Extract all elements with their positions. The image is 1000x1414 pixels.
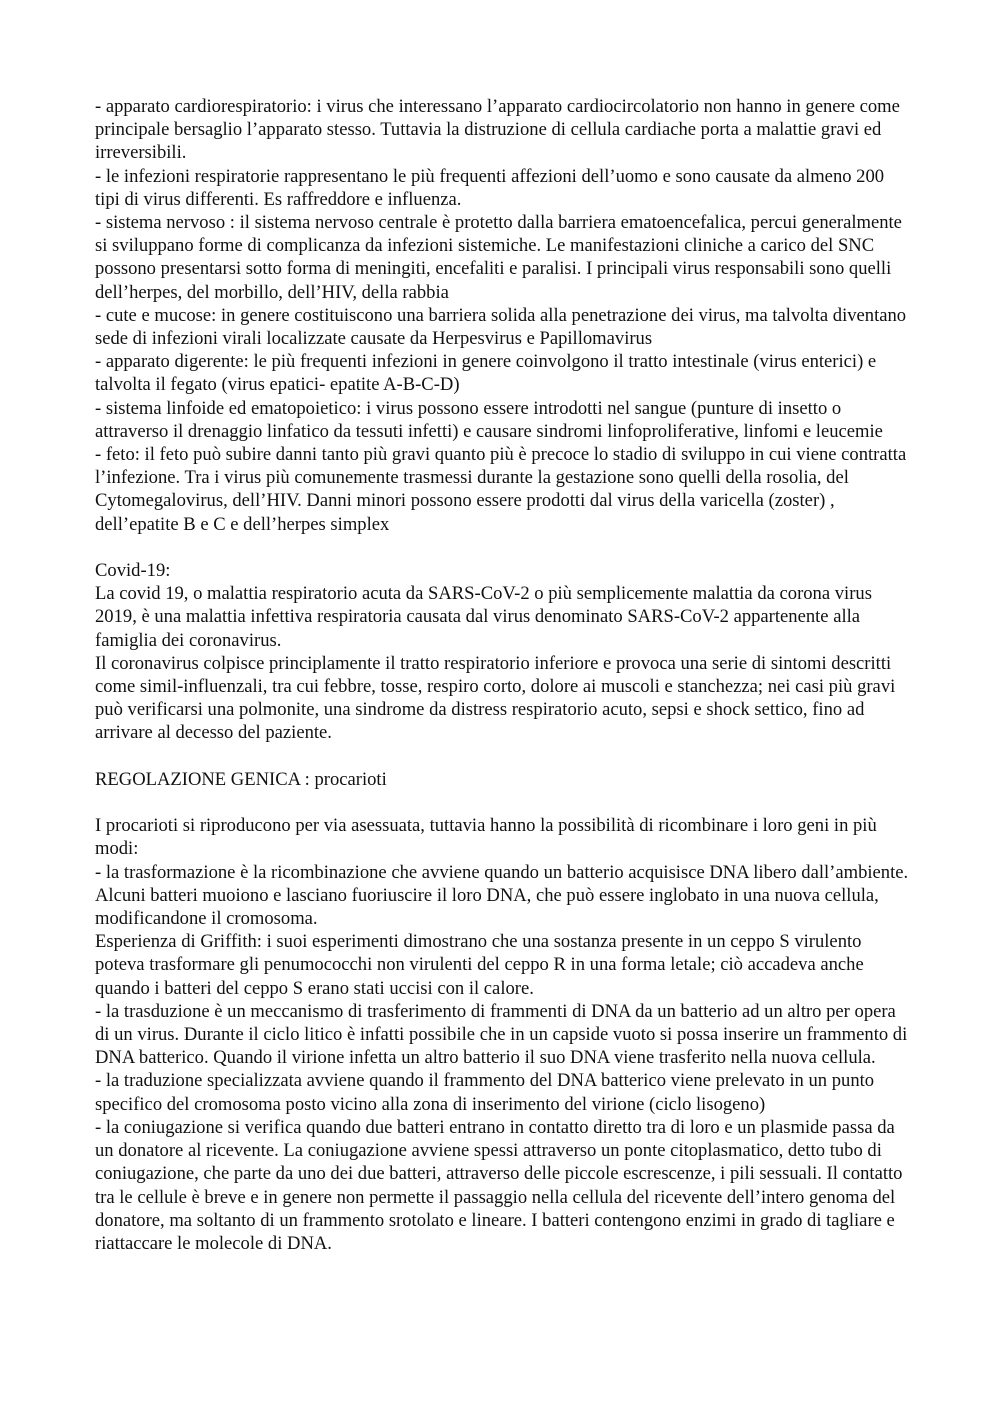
- heading-covid: Covid-19:: [95, 560, 171, 582]
- paragraph-coniugazione: - la coniugazione si verifica quando due batteri entrano in contatto diretto tra di loro e un plasmide passa da un donatore al ricevente. La coniugazione avviene spessi attraverso un ponte citoplasmatico, detto tubo di coniugazione, che parte da uno dei due batteri, attraverso delle piccole escrescenze, i pili sessuali. Il contatto tra le cellule è breve e in genere non permette il passaggio nella cellula del ricevente dell’intero genoma del donatore, ma soltanto di un frammento srotolato e lineare. I batteri contengono enzimi in grado di tagliare e riattaccare le molecole di DNA.: [95, 1116, 903, 1254]
- paragraph-traduzione-specializzata: - la traduzione specializzata avviene quando il frammento del DNA batterico viene prelevato in un punto specifico del cromosoma posto vicino alla zona di inserimento del virione (ciclo lisogeno): [95, 1070, 875, 1115]
- paragraph-covid-symptoms: Il coronavirus colpisce principlamente il tratto respiratorio inferiore e provoca una serie di sintomi descritti come simil-influenzali, tra cui febbre, tosse, respiro corto, dolore ai muscoli e stanchezza; nei casi più gravi può verificarsi una polmonite, una sindrome da distress respiratorio acuto, sepsi e shock settico, fino ad arrivare al decesso del paziente.: [95, 652, 896, 744]
- paragraph-trasduzione: - la trasduzione è un meccanismo di trasferimento di frammenti di DNA da un batterio ad un altro per opera di un virus. Durante il ciclo litico è infatti possibile che in un capside vuoto si possa inserire un frammento di DNA batterico. Quando il virione infetta un altro batterio il suo DNA viene trasferito nella nuova cellula.: [95, 1000, 908, 1069]
- paragraph-sistema-linfoide: - sistema linfoide ed ematopoietico: i virus possono essere introdotti nel sangue (punture di insetto o attraverso il drenaggio linfatico da tessuti infetti) e causare sindromi linfoproliferative, linfomi e leucemie: [95, 397, 883, 442]
- paragraph-griffith: Esperienza di Griffith: i suoi esperimenti dimostrano che una sostanza presente in un ceppo S virulento poteva trasformare gli penumococchi non virulenti del ceppo R in una forma letale; ciò accadeva anche quando i batteri del ceppo S erano stati uccisi con il calore.: [95, 931, 864, 999]
- spacer: [95, 745, 910, 768]
- heading-regolazione-genica: REGOLAZIONE GENICA : procarioti: [95, 768, 387, 790]
- paragraph-procarioti-intro: I procarioti si riproducono per via asessuata, tuttavia hanno la possibilità di ricombinare i loro geni in più modi:: [95, 815, 877, 860]
- paragraph-apparato-digerente: - apparato digerente: le più frequenti infezioni in genere coinvolgono il tratto intestinale (virus enterici) e talvolta il fegato (virus epatici- epatite A-B-C-D): [95, 351, 877, 396]
- paragraph-sistema-nervoso: - sistema nervoso : il sistema nervoso centrale è protetto dalla barriera ematoencefalica, percui generalmente si sviluppano forme di complicanza da infezioni sistemiche. Le manifestazioni cliniche a carico del SNC possono presentarsi sotto forma di meningiti, encefaliti e paralisi. I principali virus responsabili sono quelli dell’herpes, del morbillo, dell’HIV, della rabbia: [95, 212, 902, 303]
- paragraph-covid-definition: La covid 19, o malattia respiratorio acuta da SARS-CoV-2 o più semplicemente malattia da corona virus 2019, è una malattia infettiva respiratoria causata dal virus denominato SARS-CoV-2 appartenente alla famiglia dei coronavirus.: [95, 583, 872, 651]
- paragraph-cardiorespiratorio: - apparato cardiorespiratorio: i virus che interessano l’apparato cardiocircolatorio non hanno in genere come principale bersaglio l’apparato stesso. Tuttavia la distruzione di cellula cardiache porta a malattie gravi ed irreversibili.: [95, 96, 900, 164]
- paragraph-feto: - feto: il feto può subire danni tanto più gravi quanto più è precoce lo stadio di sviluppo in cui viene contratta l’infezione. Tra i virus più comunemente trasmessi durante la gestazione sono quelli della rosolia, del Cytomegalovirus, dell’HIV. Danni minori possono essere prodotti dal virus della varicella (zoster) , dell’epatite B e C e dell’herpes simplex: [95, 444, 907, 535]
- paragraph-trasformazione: - la trasformazione è la ricombinazione che avviene quando un batterio acquisisce DNA libero dall’ambiente. Alcuni batteri muoiono e lasciano fuoriuscire il loro DNA, che può essere inglobato in una nuova cellula, modificandone il cromosoma.: [95, 861, 909, 930]
- paragraph-cute-mucose: - cute e mucose: in genere costituiscono una barriera solida alla penetrazione dei virus, ma talvolta diventano sede di infezioni virali localizzate causate da Herpesvirus e Papillomavirus: [95, 304, 907, 350]
- document-page: [95, 95, 910, 1255]
- paragraph-infezioni-respiratorie: - le infezioni respiratorie rappresentano le più frequenti affezioni dell’uomo e sono causate da almeno 200 tipi di virus differenti. Es raffreddore e influenza.: [95, 165, 885, 210]
- spacer: [95, 536, 910, 559]
- spacer: [95, 791, 910, 814]
